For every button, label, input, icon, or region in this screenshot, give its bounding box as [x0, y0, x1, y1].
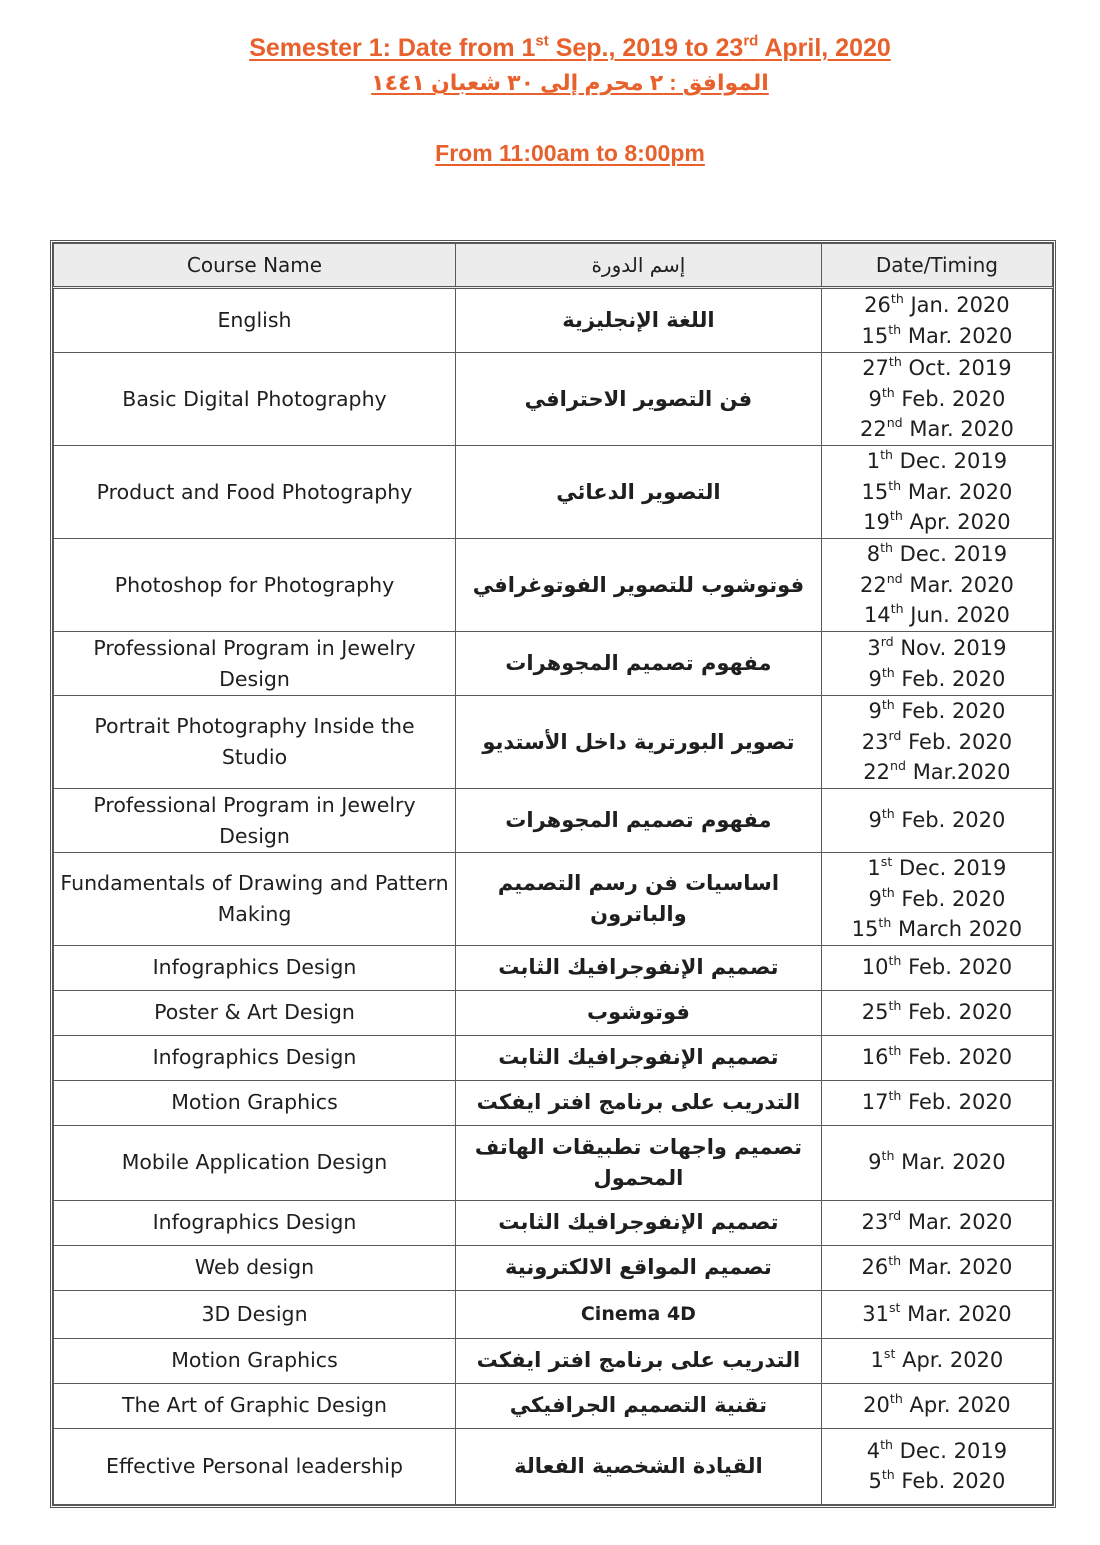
- course-dates: [821, 1200, 1052, 1245]
- timing-line: From 11:00am to 8:00pm: [435, 140, 705, 166]
- course-name-arabic: تصميم الإنفوجرافيك الثابت: [456, 945, 822, 990]
- course-dates: [821, 632, 1052, 696]
- course-name-arabic: تصميم الإنفوجرافيك الثابت: [456, 1200, 822, 1245]
- course-dates: [821, 1290, 1052, 1338]
- course-dates: [821, 945, 1052, 990]
- header-date-timing: Date/Timing: [821, 244, 1052, 288]
- table-row: [54, 1290, 1053, 1338]
- course-name: Infographics Design: [54, 1200, 456, 1245]
- date-line: 31st Mar. 2020: [862, 1299, 1012, 1326]
- table-row: [54, 1035, 1053, 1080]
- course-name-arabic: التدريب على برنامج افتر ايفكت: [456, 1338, 822, 1383]
- course-dates: [821, 1035, 1052, 1080]
- course-name-arabic: التدريب على برنامج افتر ايفكت: [456, 1080, 822, 1125]
- date-line: 15th Mar. 2020: [861, 321, 1013, 348]
- date-line: 20th Apr. 2020: [863, 1391, 1011, 1418]
- course-name-arabic: القيادة الشخصية الفعالة: [456, 1428, 822, 1504]
- course-name-arabic: فن التصوير الاحترافي: [456, 353, 822, 446]
- table-row: [54, 1383, 1053, 1428]
- course-dates: [821, 1338, 1052, 1383]
- table-row: [54, 288, 1053, 353]
- date-line: 25th Feb. 2020: [861, 998, 1013, 1025]
- course-name: Infographics Design: [54, 945, 456, 990]
- course-dates: [821, 1125, 1052, 1200]
- course-name-arabic: اللغة الإنجليزية: [456, 288, 822, 353]
- course-dates: [821, 789, 1052, 853]
- date-line: 3rd Nov. 2019: [867, 634, 1007, 660]
- course-dates: [821, 1245, 1052, 1290]
- course-name-arabic: فوتوشوب: [456, 990, 822, 1035]
- course-name-arabic: التصوير الدعائي: [456, 446, 822, 539]
- date-line: 17th Feb. 2020: [861, 1088, 1013, 1115]
- course-dates: [821, 1383, 1052, 1428]
- course-name: Web design: [54, 1245, 456, 1290]
- date-line: 9th Feb. 2020: [868, 697, 1006, 724]
- course-dates: [821, 1428, 1052, 1504]
- date-line: 22nd Mar. 2020: [859, 570, 1014, 597]
- course-name: Basic Digital Photography: [54, 353, 456, 446]
- table-row: [54, 1245, 1053, 1290]
- date-line: 9th Feb. 2020: [868, 884, 1006, 911]
- course-dates: [821, 288, 1052, 353]
- course-dates: [821, 696, 1052, 789]
- course-name-arabic: تقنية التصميم الجرافيكي: [456, 1383, 822, 1428]
- course-name: Infographics Design: [54, 1035, 456, 1080]
- course-schedule-table: [50, 240, 1056, 1508]
- course-name: Product and Food Photography: [54, 446, 456, 539]
- date-line: 22nd Mar.2020: [863, 758, 1011, 785]
- course-name: Mobile Application Design: [54, 1125, 456, 1200]
- hijri-date-line: الموافق : ٢ محرم إلى ٣٠ شعبان ١٤٤١: [371, 70, 769, 95]
- date-line: 16th Feb. 2020: [861, 1043, 1013, 1070]
- table-header-row: [54, 244, 1053, 288]
- header-course-name: Course Name: [54, 244, 456, 288]
- course-name: 3D Design: [54, 1290, 456, 1338]
- table-row: [54, 446, 1053, 539]
- date-line: 10th Feb. 2020: [861, 953, 1013, 980]
- course-dates: [821, 446, 1052, 539]
- course-name: The Art of Graphic Design: [54, 1383, 456, 1428]
- table-row: [54, 1125, 1053, 1200]
- course-name: Professional Program in Jewelry Design: [54, 789, 456, 853]
- table-row: [54, 945, 1053, 990]
- course-name: Motion Graphics: [54, 1080, 456, 1125]
- date-line: 1st Apr. 2020: [870, 1346, 1004, 1373]
- semester-title: Semester 1: Date from 1st Sep., 2019 to 23rd April, 2020: [249, 32, 891, 62]
- table-row: [54, 789, 1053, 853]
- date-line: 5th Feb. 2020: [868, 1467, 1006, 1493]
- date-line: 15th Mar. 2020: [861, 477, 1013, 504]
- course-name: Professional Program in Jewelry Design: [54, 632, 456, 696]
- date-line: 4th Dec. 2019: [866, 1436, 1008, 1463]
- date-line: 1th Dec. 2019: [866, 447, 1008, 474]
- date-line: 15th March 2020: [851, 915, 1023, 941]
- date-line: 8th Dec. 2019: [866, 540, 1008, 567]
- date-line: 23rd Feb. 2020: [861, 727, 1013, 754]
- course-name: Motion Graphics: [54, 1338, 456, 1383]
- course-name-arabic: فوتوشوب للتصوير الفوتوغرافي: [456, 539, 822, 632]
- table-row: [54, 1338, 1053, 1383]
- course-dates: [821, 1080, 1052, 1125]
- course-name: Portrait Photography Inside the Studio: [54, 696, 456, 789]
- course-name-arabic: تصميم واجهات تطبيقات الهاتف المحمول: [456, 1125, 822, 1200]
- course-name-arabic: تصوير البورترية داخل الأستديو: [456, 696, 822, 789]
- table-row: [54, 539, 1053, 632]
- table-row: [54, 632, 1053, 696]
- course-name: Poster & Art Design: [54, 990, 456, 1035]
- date-line: 9th Mar. 2020: [868, 1148, 1006, 1175]
- course-name-arabic: مفهوم تصميم المجوهرات: [456, 632, 822, 696]
- course-name-arabic: مفهوم تصميم المجوهرات: [456, 789, 822, 853]
- header-course-name-arabic: إسم الدورة: [456, 244, 822, 288]
- table-row: [54, 1080, 1053, 1125]
- date-line: 19th Apr. 2020: [863, 508, 1011, 535]
- table-row: [54, 696, 1053, 789]
- course-name-arabic: Cinema 4D: [456, 1290, 822, 1338]
- course-name-arabic: اساسيات فن رسم التصميم والباترون: [456, 853, 822, 946]
- date-line: 14th Jun. 2020: [863, 601, 1010, 628]
- course-name: Effective Personal leadership: [54, 1428, 456, 1504]
- course-dates: [821, 353, 1052, 446]
- course-dates: [821, 853, 1052, 946]
- table-row: [54, 1200, 1053, 1245]
- table-row: [54, 1428, 1053, 1504]
- course-dates: [821, 539, 1052, 632]
- table-row: [54, 853, 1053, 946]
- date-line: 22nd Mar. 2020: [859, 415, 1014, 442]
- course-name-arabic: تصميم الإنفوجرافيك الثابت: [456, 1035, 822, 1080]
- date-line: 27th Oct. 2019: [862, 354, 1012, 381]
- course-name: Fundamentals of Drawing and Pattern Making: [54, 853, 456, 946]
- date-line: 9th Feb. 2020: [868, 664, 1006, 691]
- date-line: 9th Feb. 2020: [868, 384, 1006, 411]
- course-name: Photoshop for Photography: [54, 539, 456, 632]
- course-name-arabic: تصميم المواقع الالكترونية: [456, 1245, 822, 1290]
- date-line: 23rd Mar. 2020: [861, 1208, 1013, 1235]
- date-line: 9th Feb. 2020: [868, 806, 1006, 833]
- course-dates: [821, 990, 1052, 1035]
- table-row: [54, 353, 1053, 446]
- course-name: English: [54, 288, 456, 353]
- date-line: 26th Mar. 2020: [861, 1253, 1013, 1280]
- date-line: 1st Dec. 2019: [867, 854, 1007, 880]
- date-line: 26th Jan. 2020: [864, 291, 1010, 317]
- table-row: [54, 990, 1053, 1035]
